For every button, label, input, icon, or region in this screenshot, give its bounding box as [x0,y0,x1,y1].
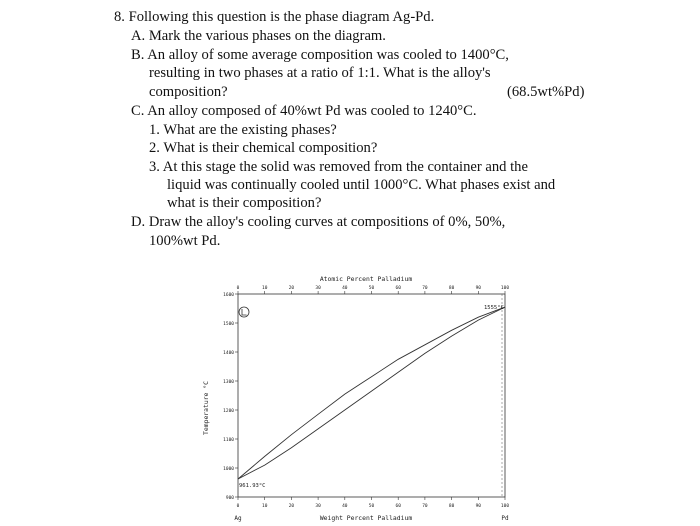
y-tick-label: 1600 [223,292,234,298]
top-tick-label: 40 [342,286,348,291]
pd-label: Pd [501,515,509,522]
part-c-item-3-line-1: 3. At this stage the solid was removed from the container and the [149,159,528,175]
y-tick-label: 1000 [223,466,234,472]
axis-ticks [223,285,509,509]
ag-melting-annotation: 961.93°C [239,483,266,489]
top-tick-label: 20 [288,286,295,291]
part-b-answer: (68.5wt%Pd) [507,84,585,100]
top-tick-label: 90 [475,286,482,291]
y-tick-label: 1300 [223,379,234,385]
x-tick-label: 20 [288,504,295,509]
part-d-line-1: D. Draw the alloy's cooling curves at compositions of 0%, 50%, [131,214,506,230]
part-b-line-1: B. An alloy of some average composition was cooled to 1400°C, [131,47,509,63]
plot-frame [238,294,505,497]
phase-boundaries [238,307,505,479]
part-c-item-3-line-2: liquid was continually cooled until 1000°C. What phases exist and [167,177,556,193]
x-tick-label: 30 [315,504,321,509]
part-b-line-3: composition? [149,84,228,100]
plot-border [238,294,505,497]
top-axis-label: Atomic Percent Palladium [319,275,413,283]
liquidus-curve [238,307,505,479]
y-tick-label: 1500 [223,321,234,327]
part-c-item-2: 2. What is their chemical composition? [149,140,378,156]
top-tick-label: 100 [500,286,510,291]
y-tick-label: 1200 [223,408,234,414]
phase-diagram-svg [198,270,528,526]
ag-label: Ag [234,515,242,522]
x-tick-label: 70 [422,504,428,509]
part-c: C. An alloy composed of 40%wt Pd was cooled to 1240°C. [131,103,477,119]
pd-melting-annotation: 1555°C [484,305,504,311]
part-c-item-1: 1. What are the existing phases? [149,122,337,138]
x-tick-label: 50 [368,504,375,509]
liquid-phase-marker-icon [239,307,249,317]
part-d-line-2: 100%wt Pd. [149,233,221,249]
top-tick-label: 60 [395,286,401,291]
part-b-line-2: resulting in two phases at a ratio of 1:1. What is the alloy's [149,65,491,81]
x-tick-label: 60 [395,504,401,509]
top-tick-label: 30 [315,286,321,291]
phase-diagram [198,270,528,526]
y-tick-label: 1400 [223,350,234,356]
top-tick-label: 10 [261,286,268,291]
x-tick-label: 100 [500,504,510,509]
y-tick-label: 1100 [223,437,234,443]
question-title: 8. Following this question is the phase diagram Ag-Pd. [114,9,435,25]
part-c-item-3-line-3: what is their composition? [167,195,322,211]
bottom-axis-label: Weight Percent Palladium [319,514,413,522]
x-tick-label: 80 [448,504,455,509]
top-tick-label: 70 [422,286,428,291]
top-tick-label: 80 [448,286,455,291]
top-tick-label: 50 [368,286,375,291]
y-tick-label: 900 [225,495,234,501]
y-axis-label: Temperature °C [202,381,210,435]
x-tick-label: 10 [261,504,268,509]
top-tick-label: 0 [236,286,240,291]
x-tick-label: 0 [236,504,240,509]
x-tick-label: 90 [475,504,482,509]
part-a: A. Mark the various phases on the diagram. [131,28,386,44]
solidus-curve [238,307,505,479]
x-tick-label: 40 [342,504,348,509]
